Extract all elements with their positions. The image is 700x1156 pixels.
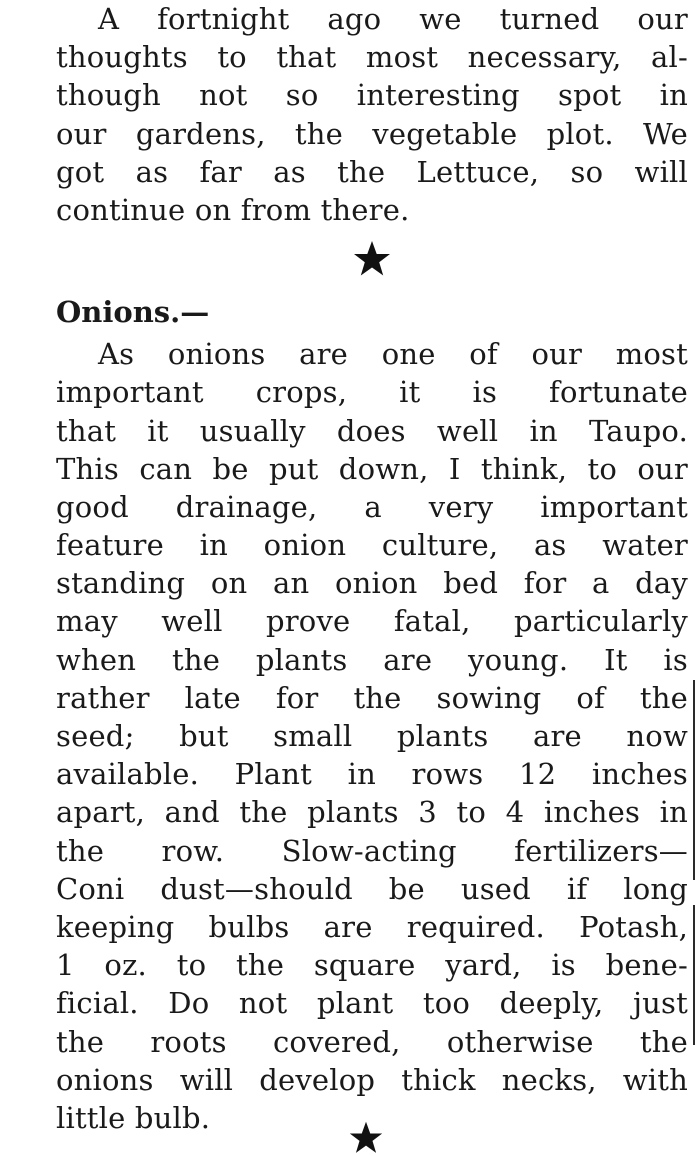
text-line: when the plants are young. It is <box>56 642 688 677</box>
article-column <box>56 0 688 1137</box>
text-line: As onions are one of our most <box>98 337 688 372</box>
text-line: seed; but small plants are now <box>56 719 688 753</box>
text-line: This can be put down, I think, to our <box>56 451 688 486</box>
text-line: got as far as the Lettuce, so will <box>56 154 688 189</box>
text-line: available. Plant in rows 12 inches <box>56 757 688 792</box>
star-icon <box>348 1120 384 1156</box>
text-line: important crops, it is fortunate <box>56 375 688 410</box>
text-line: standing on an onion bed for a day <box>56 566 688 601</box>
text-line: the roots covered, otherwise the <box>56 1024 688 1059</box>
text-line: continue on from there. <box>56 192 410 227</box>
text-line: thoughts to that most necessary, al- <box>56 40 688 75</box>
text-line: little bulb. <box>56 1100 211 1135</box>
column-rule <box>693 680 695 880</box>
column-rule <box>693 905 695 1045</box>
text-line: our gardens, the vegetable plot. We <box>56 116 688 151</box>
text-line: that it usually does well in Taupo. <box>56 413 688 448</box>
text-line: 1 oz. to the square yard, is bene- <box>56 948 688 983</box>
text-line: good drainage, a very important <box>56 489 688 524</box>
text-line: onions will develop thick necks, with <box>56 1062 688 1097</box>
intro-paragraph <box>56 0 688 229</box>
section-separator <box>56 229 688 289</box>
text-line: though not so interesting spot in <box>56 78 688 113</box>
text-line: the row. Slow-acting fertilizers— <box>56 833 688 868</box>
text-line: ficial. Do not plant too deeply, just <box>56 986 688 1021</box>
section-heading: Onions.— <box>56 295 210 330</box>
text-line: keeping bulbs are required. Potash, <box>56 909 688 944</box>
star-icon <box>352 239 392 279</box>
text-line: A fortnight ago we turned our <box>98 2 688 36</box>
body-paragraph <box>56 335 688 1137</box>
text-line: rather late for the sowing of the <box>56 680 688 715</box>
text-line: Coni dust—should be used if long <box>56 871 688 906</box>
text-line: apart, and the plants 3 to 4 inches in <box>56 795 688 830</box>
text-line: may well prove fatal, particularly <box>56 604 688 639</box>
text-line: feature in onion culture, as water <box>56 528 688 563</box>
